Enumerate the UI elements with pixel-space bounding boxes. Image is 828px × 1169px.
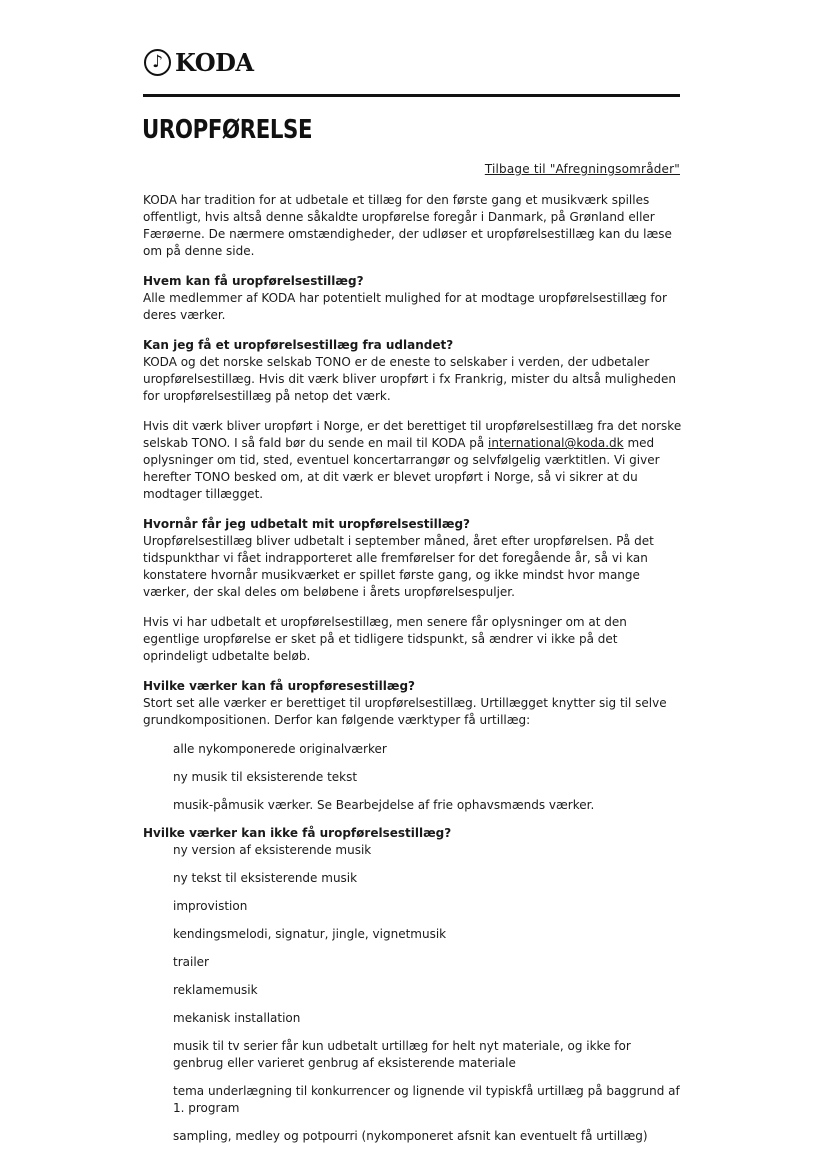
question-eligible: Hvilke værker kan få uropføresestillæg? <box>143 679 416 693</box>
list-item: sampling, medley og potpourri (nykomponeret afsnit kan eventuelt få urtillæg) <box>173 1129 648 1143</box>
music-note-icon: ♪ <box>144 49 171 76</box>
eligible-list <box>143 741 683 814</box>
answer-who: Alle medlemmer af KODA har potentielt mulighed for at modtage uropførelsestillæg for deres værker. <box>143 291 667 322</box>
list-item: trailer <box>173 955 209 969</box>
list-item: mekanisk installation <box>173 1011 301 1025</box>
list-item: ny musik til eksisterende tekst <box>173 770 358 784</box>
answer-when-2: Hvis vi har udbetalt et uropførelsestillæg, men senere får oplysninger om at den egentlige uropførelse er sket på et tidligere tidspunkt, så ændrer vi ikke på det oprindeligt udbetalte beløb. <box>143 615 627 663</box>
page-title: UROPFØRELSE <box>142 115 313 145</box>
answer-when-1: Uropførelsestillæg bliver udbetalt i september måned, året efter uropførelsen. På det tidspunkthar vi fået indrapporteret alle fremførelser for det foregående år, så vi kan konstatere hvornår musikværket er spillet første gang, og ikke mindst hvor mange værker, der skal deles om beløbene i årets uropførelsespuljer. <box>143 534 654 599</box>
question-who: Hvem kan få uropførelsestillæg? <box>143 274 364 288</box>
back-link[interactable]: Tilbage til "Afregningsområder" <box>484 162 680 176</box>
list-item: ny tekst til eksisterende musik <box>173 871 358 885</box>
answer-abroad-2-before: Hvis dit værk bliver uropført i Norge, er det berettiget til uropførelsestillæg fra det norske selskab TONO. I så fald bør du sende en mail til KODA på <box>143 419 682 450</box>
answer-abroad-1: KODA og det norske selskab TONO er de eneste to selskaber i verden, der udbetaler uropførelsestillæg. Hvis dit værk bliver uropført i fx Frankrig, mister du altså muligheden for uropførelsestillæg på netop det værk. <box>143 355 676 403</box>
answer-abroad-2 <box>143 418 683 503</box>
answer-abroad-2-after: med oplysninger om tid, sted, eventuel koncertarrangør og selvfølgelig værktitlen. Vi giver herefter TONO besked om, at dit værk er blevet uropført i Norge, så vi sikrer at du modtager tillægget. <box>143 436 660 501</box>
list-item: musik-påmusik værker. Se Bearbejdelse af frie ophavsmænds værker. <box>173 798 595 812</box>
question-abroad: Kan jeg få et uropførelsestillæg fra udlandet? <box>143 338 454 352</box>
intro-paragraph: KODA har tradition for at udbetale et tillæg for den første gang et musikværk spilles offentligt, hvis altså denne såkaldte uropførelse foregår i Danmark, på Grønland eller Færøerne. De nærmere omstændigheder, der udløser et uropførelsestillæg kan du læse om på denne side. <box>143 193 672 258</box>
list-item: improvistion <box>173 899 248 913</box>
logo-text: KODA <box>175 48 254 77</box>
list-item: reklamemusik <box>173 983 258 997</box>
question-when: Hvornår får jeg udbetalt mit uropførelsestillæg? <box>143 517 471 531</box>
question-not-eligible: Hvilke værker kan ikke få uropførelsestillæg? <box>143 826 452 840</box>
not-eligible-list <box>143 842 683 1145</box>
answer-eligible: Stort set alle værker er berettiget til uropførelsestillæg. Urtillægget knytter sig til selve grundkompositionen. Derfor kan følgende værktyper få urtillæg: <box>143 696 667 727</box>
list-item: tema underlægning til konkurrencer og lignende vil typiskfå urtillæg på baggrund af 1. program <box>173 1084 680 1115</box>
koda-logo <box>144 48 254 77</box>
header-rule <box>143 94 680 97</box>
main-content <box>143 192 683 1156</box>
list-item: musik til tv serier får kun udbetalt urtillæg for helt nyt materiale, og ikke for genbrug eller varieret genbrug af eksisterende materiale <box>173 1039 631 1070</box>
list-item: kendingsmelodi, signatur, jingle, vignetmusik <box>173 927 447 941</box>
list-item: alle nykomponerede originalværker <box>173 742 387 756</box>
email-link[interactable]: international@koda.dk <box>488 436 624 450</box>
list-item: ny version af eksisterende musik <box>173 843 372 857</box>
